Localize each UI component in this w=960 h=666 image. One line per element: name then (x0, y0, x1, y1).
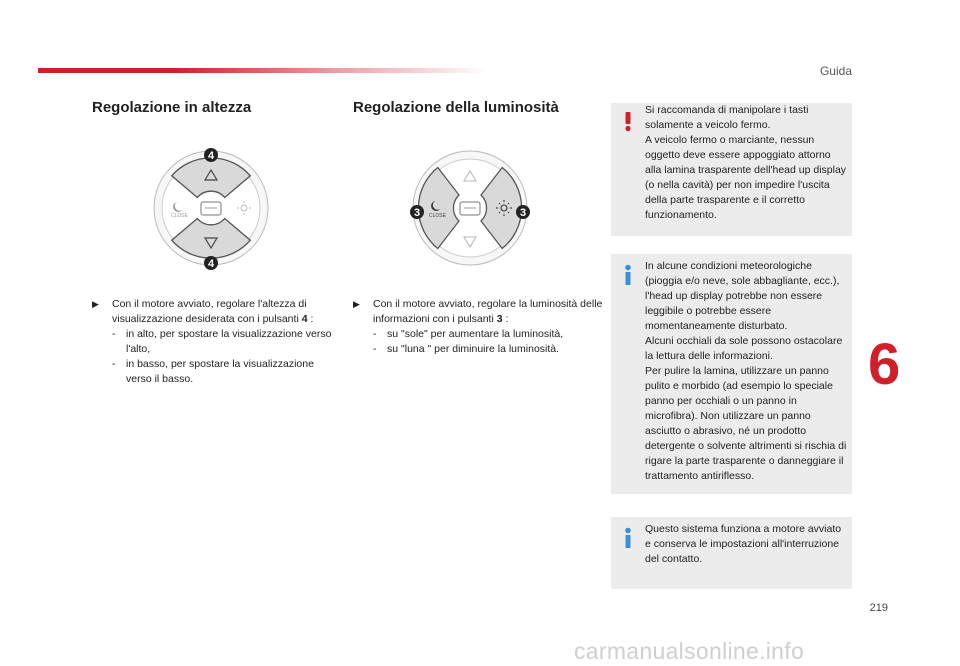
info-note-system (611, 517, 852, 589)
info-icon (622, 527, 634, 549)
list-item: su "luna " per diminuire la luminosità. (387, 343, 560, 355)
instruction-text: Con il motore avviato, regolare la luminosità delle informazioni con i pulsanti (373, 298, 603, 325)
arrow-bullet-icon: ▶ (92, 299, 99, 309)
height-instructions: ▶ Con il motore avviato, regolare l'altezza di visualizzazione desiderata con i pulsanti 4 : - in alto, per spostare la visualizzazione verso l'alto, - in basso, per spostare la visualizzazione verso il basso. (92, 298, 332, 385)
svg-text:3: 3 (413, 207, 421, 219)
section-title-height: Regolazione in altezza (92, 99, 252, 116)
page-number: 219 (869, 602, 888, 614)
warning-text: Si raccomanda di manipolare i tasti solamente a veicolo fermo. A veicolo fermo o marciante, nessun oggetto deve essere appoggiato attorno alla lamina trasparente dell'head up display (o nella cavità) per non impedire l'uscita della parte trasparente e il corretto funzionamento. (645, 104, 847, 221)
info-note-weather (611, 254, 852, 494)
button-ref: 4 (301, 313, 308, 325)
height-control-illustration (148, 145, 274, 280)
list-item: in alto, per spostare la visualizzazione verso l'alto, (126, 328, 332, 355)
warning-exclamation-icon (622, 110, 634, 132)
svg-text:4: 4 (207, 258, 215, 270)
svg-text:4: 4 (207, 150, 215, 162)
warning-note (611, 103, 852, 236)
header-accent-bar (38, 68, 488, 73)
instruction-text: Con il motore avviato, regolare l'altezza di visualizzazione desiderata con i pulsanti (112, 298, 307, 325)
info-text: In alcune condizioni meteorologiche (pioggia e/o neve, sole abbagliante, ecc.), l'head up display potrebbe non essere leggibile o potrebbe essere momentaneamente disturbato. Alcuni occhiali da sole possono ostacolare la lettura delle informazioni. Per pulire la lamina, utilizzare un panno pulito e morbido (ad esempio lo speciale panno per occhiali o un panno in microfibra). Non utilizzare un panno asciutto o abrasivo, né un prodotto detergente o solvente altrimenti si rischia di rigare la parte trasparente o danneggiare il trattamento antiriflesso. (645, 260, 847, 482)
section-title-brightness: Regolazione della luminosità (353, 99, 559, 116)
chapter-title: Guida (819, 64, 852, 78)
arrow-bullet-icon: ▶ (353, 299, 360, 309)
button-ref: 3 (496, 313, 503, 325)
watermark: carmanualsonline.info (574, 638, 805, 664)
info-icon (622, 264, 634, 286)
svg-text:3: 3 (519, 207, 527, 219)
list-item: in basso, per spostare la visualizzazione verso il basso. (126, 358, 314, 385)
chapter-number: 6 (868, 332, 901, 397)
close-label: CLOSE (171, 213, 188, 219)
close-label: CLOSE (429, 213, 446, 219)
info-text: Questo sistema funziona a motore avviato e conserva le impostazioni all'interruzione del contatto. (645, 523, 842, 565)
list-item: su "sole" per aumentare la luminosità, (387, 328, 564, 340)
brightness-control-illustration (405, 145, 535, 280)
brightness-instructions: ▶ Con il motore avviato, regolare la luminosità delle informazioni con i pulsanti 3 : - su "sole" per aumentare la luminosità, - su "luna " per diminuire la luminosità. (353, 298, 603, 355)
